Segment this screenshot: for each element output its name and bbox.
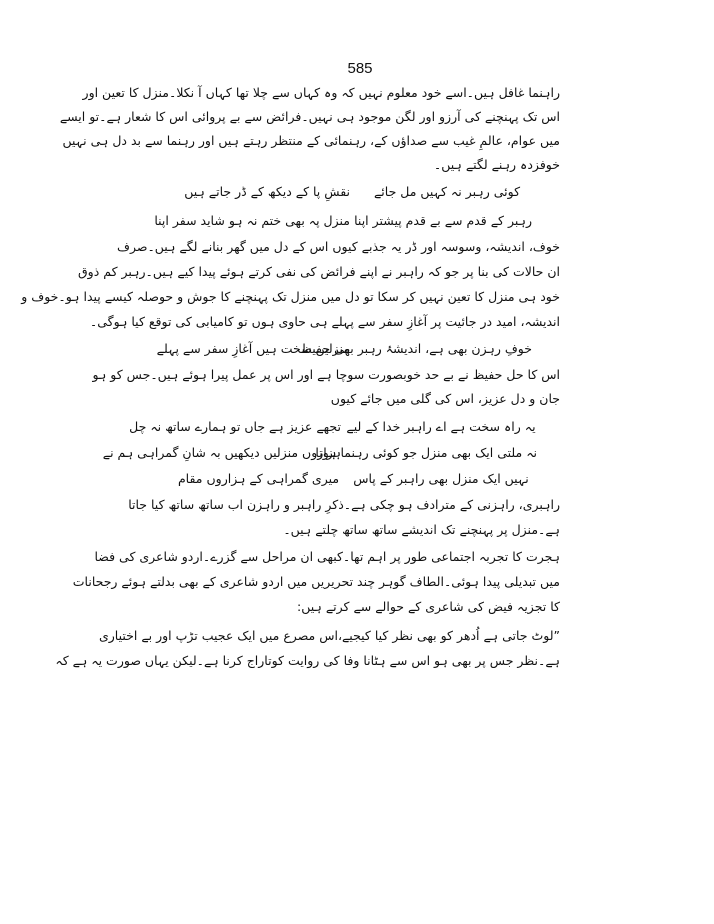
verse-hemistich: منزل پہ بھی ختم نہ ہو شاید سفر اپنا [154,213,350,228]
paragraph-line: راہبری، راہزنی کے مترادف ہو چکی ہے۔ذکرِ راہبر و راہزن اب ساتھ ساتھ کیا جاتا [128,497,560,512]
verse-hemistich: منزلیں سخت ہیں آغازِ سفر سے پہلے [156,341,350,356]
verse-hemistich: نہیں ایک منزل بھی راہبر کے پاس [353,471,529,486]
verse-hemistich: نقشِ پا کے دیکھ کے ڈر جاتے ہیں [184,184,350,199]
paragraph-line: اس کا حل حفیظ نے بے حد خوبصورت سوچا ہے اور اس پر عمل پیرا ہوئے ہیں۔جس کو ہو [92,367,560,382]
verse-hemistich: رہبر کے قدم سے بے قدم پیشتر اپنا [354,213,532,228]
paragraph-line: اس تک پہنچنے کی آرزو اور لگن موجود ہی نہیں۔فرائض سے بے پروائی اس کا شعار ہے۔تو ایسے [59,109,560,124]
verse-hemistich: یہ راہ سخت ہے اے راہبر خدا کے لیے [346,419,536,434]
paragraph-line: ان حالات کی بنا پر جو کہ راہبر نے اپنے فرائض کی نفی کرتے ہوئے پیدا کیے ہیں۔رہبر کم ذوق [77,264,560,279]
paragraph-line: ہجرت کا تجربہ اجتماعی طور پر اہم تھا۔کبھی ان مراحل سے گزرے۔اردو شاعری کی فضا [94,549,560,564]
page-number: 585 [347,60,373,77]
paragraph-line: کا تجزیہ فیض کی شاعری کے حوالے سے کرتے ہیں: [297,599,560,614]
paragraph-line: میں تبدیلی پیدا ہوئی۔الطاف گوہر چند تحریریں میں اردو شاعری کے بھی بدلتے ہوئے رجحانات [72,574,560,589]
paragraph-line: خوفزدہ رہنے لگتے ہیں۔ [433,157,560,172]
verse-hemistich: کوئی رہبر نہ کہیں مل جائے [373,184,521,199]
verse-hemistich: نہ ملتی ایک بھی منزل جو کوئی رہنما ہوتا [315,445,537,460]
paragraph-line: ہے۔نظر جس پر بھی ہو اس سے ہٹانا وفا کی روایت کوتاراج کرنا ہے۔لیکن یہاں صورت یہ ہے کہ [55,653,560,668]
paragraph-line: خود ہی منزل کا تعین نہیں کر سکا تو دل میں منزل تک پہنچنے کا جوش و حوصلہ کیسے پیدا ہو۔خوف و [21,289,560,304]
verse-hemistich: ہزاروں منزلیں دیکھیں بہ شانِ گمراہی ہم نے [102,445,341,460]
verse-hemistich: خوفِ رہزن بھی ہے، اندیشۂ رہبر بھی حفیظ [300,341,532,356]
paragraph-line: میں عوام، عالمِ غیب سے صداؤں کے، رہنمائی کے منتظر رہتے ہیں اور رہنما سے بد دل ہی نہیں [62,133,560,148]
paragraph-line: ”لوٹ جاتی ہے اُدھر کو بھی نظر کیا کیجیے،اس مصرع میں ایک عجیب تڑپ اور بے اختیاری [98,628,560,643]
paragraph-line: اندیشہ، امید در جائیت پر آغازِ سفر سے پہلے ہی حاوی ہوں تو کامیابی کی توقع کیا ہوگی۔ [89,314,560,329]
paragraph-line: ہے۔منزل پر پہنچنے تک اندیشے ساتھ ساتھ چلتے ہیں۔ [283,522,560,537]
verse-hemistich: تجھے عزیز ہے جاں تو ہمارے ساتھ نہ چل [129,419,341,434]
paragraph-line: خوف، اندیشہ، وسوسہ اور ڈر یہ جذبے کیوں اس کے دل میں گھر بنانے لگے ہیں۔صرف [117,239,560,254]
paragraph-line: راہنما غافل ہیں۔اسے خود معلوم نہیں کہ وہ کہاں سے چلا تھا کہاں آ نکلا۔منزل کا تعین اور [82,85,560,100]
verse-hemistich: میری گمراہی کے ہزاروں مقام [177,471,340,486]
paragraph-line: جان و دل عزیز، اس کی گلی میں جائے کیوں [330,391,560,406]
